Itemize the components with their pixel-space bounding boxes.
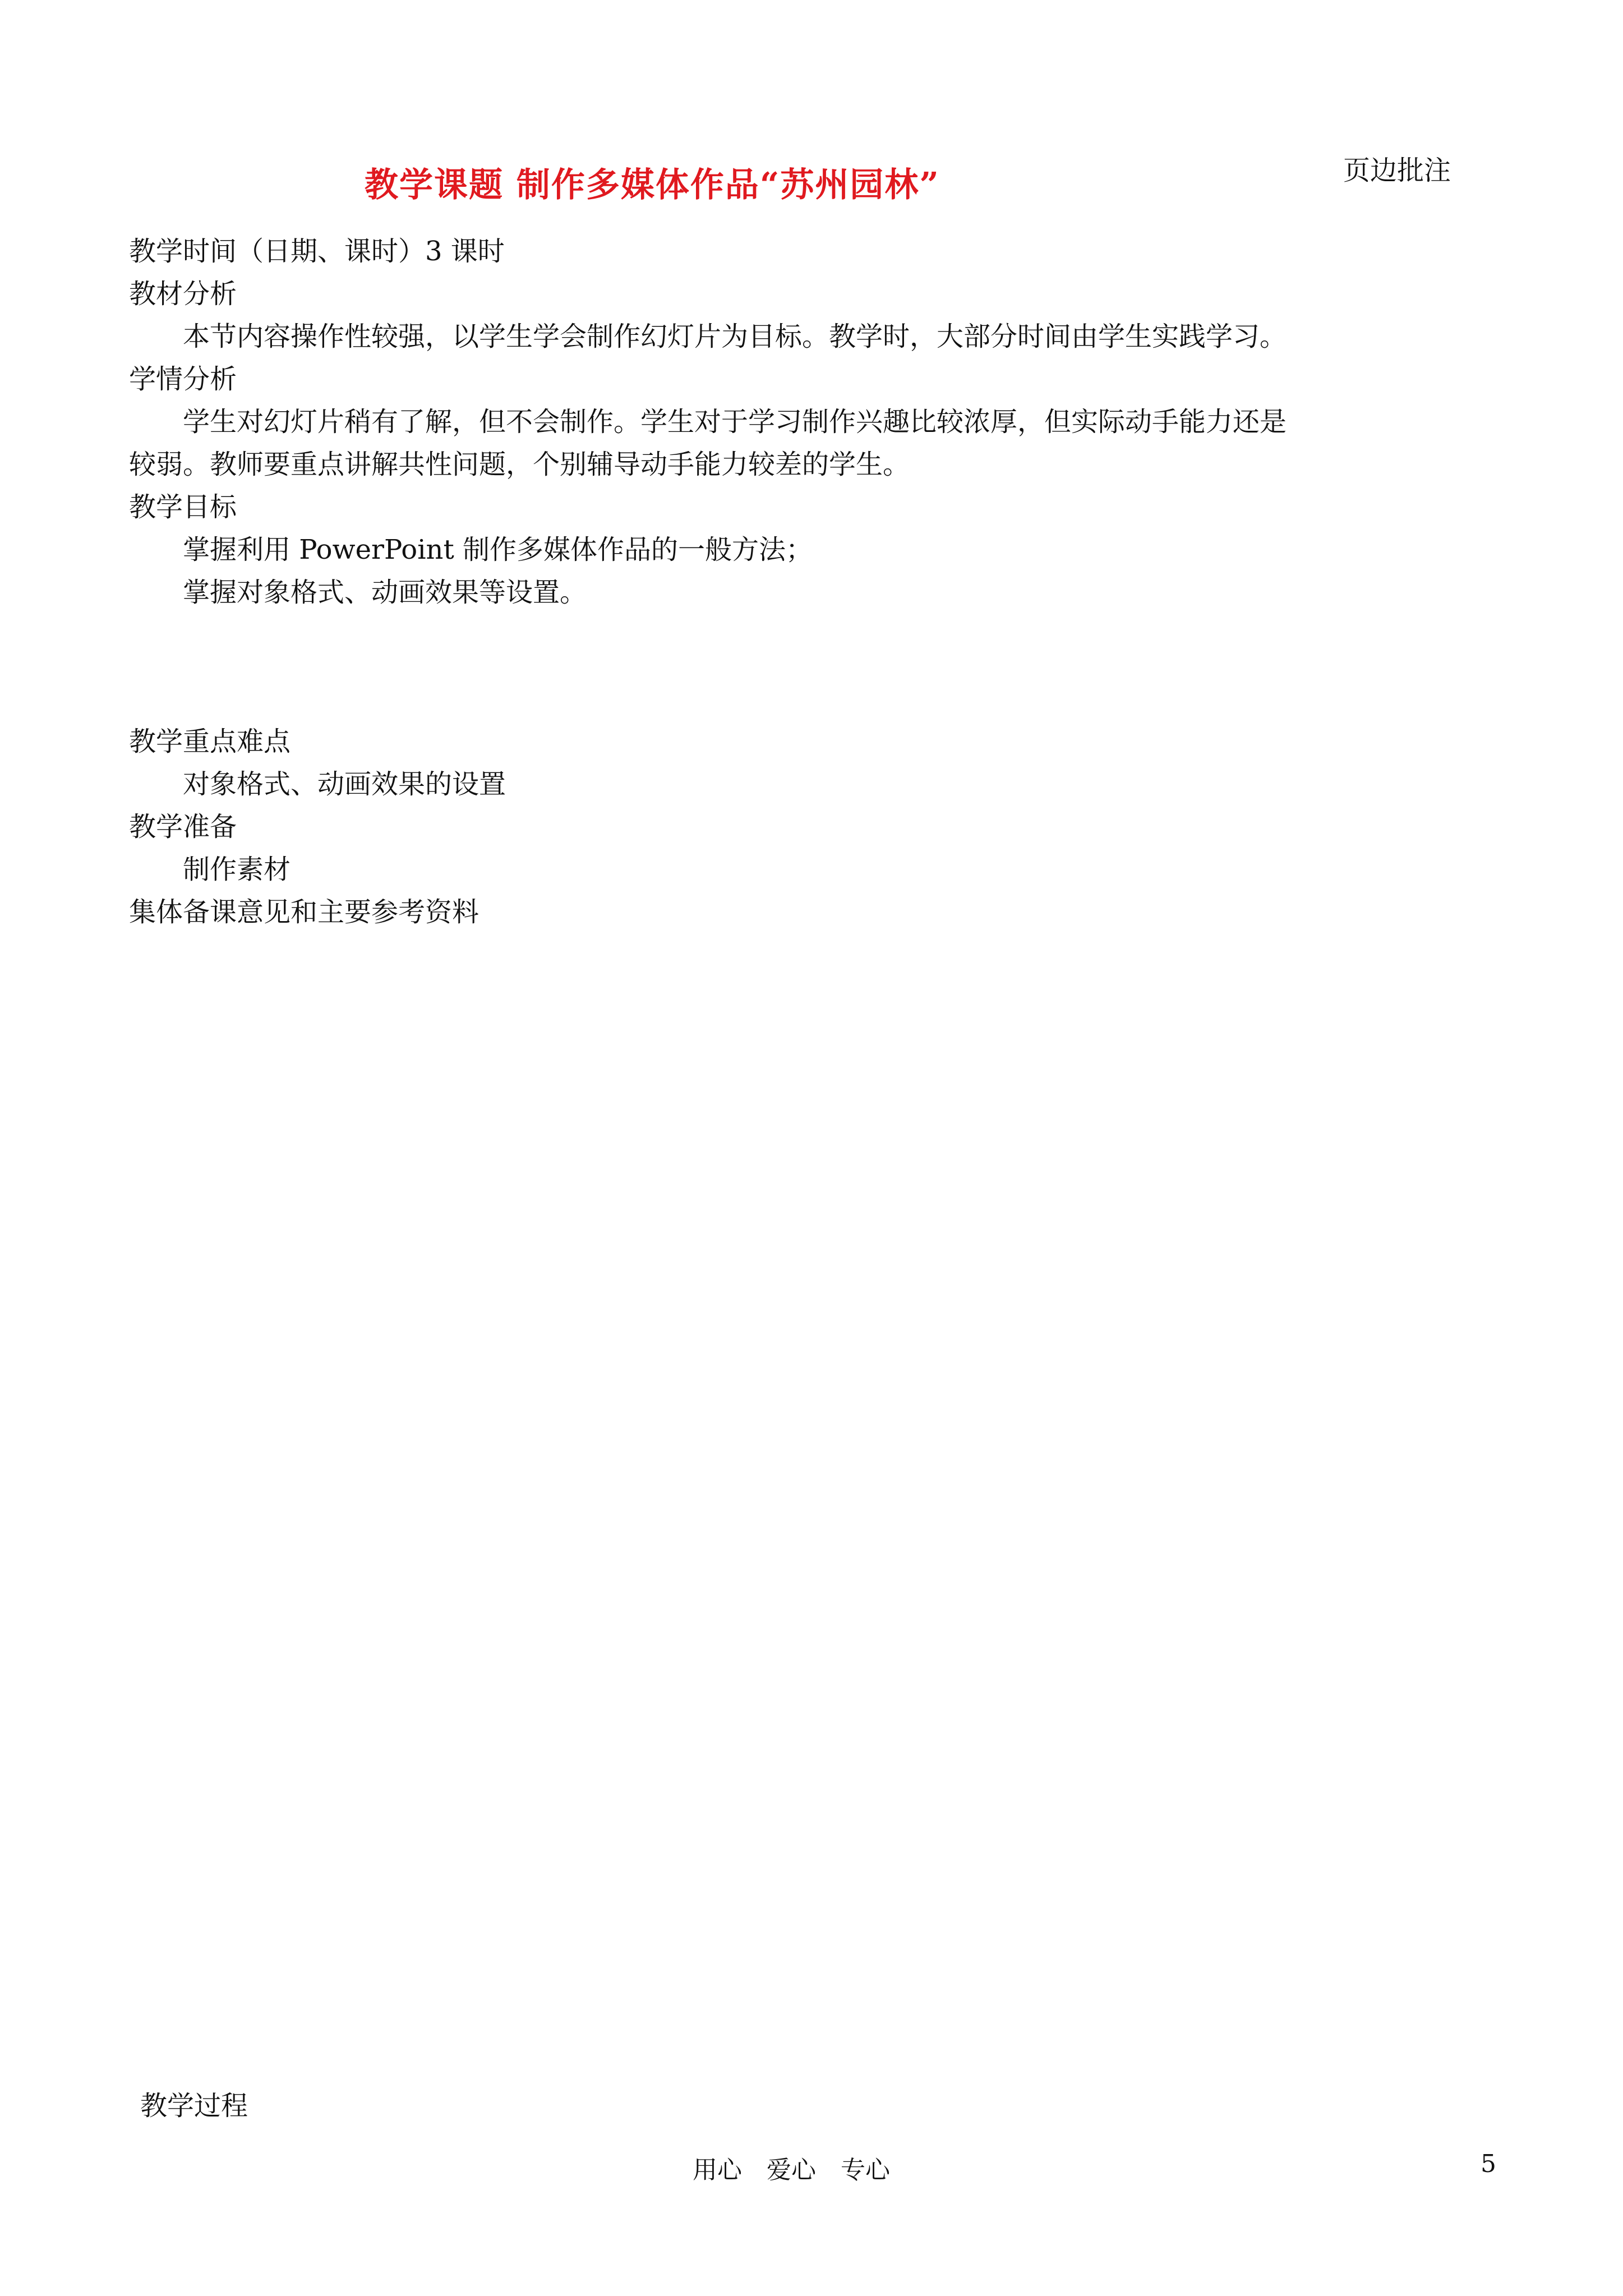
key-points-text: 对象格式、动画效果的设置 — [183, 769, 506, 800]
key-points-heading: 教学重点难点 — [129, 726, 291, 757]
reference-heading: 集体备课意见和主要参考资料 — [129, 896, 479, 928]
preparation-text: 制作素材 — [183, 854, 291, 885]
margin-note-label: 页边批注 — [1343, 155, 1451, 186]
teaching-goals-heading: 教学目标 — [129, 491, 237, 523]
page-title: 教学课题 制作多媒体作品“苏州园林” — [365, 165, 940, 205]
material-analysis-text: 本节内容操作性较强，以学生学会制作幻灯片为目标。教学时，大部分时间由学生实践学习。 — [183, 321, 1287, 352]
material-analysis-heading: 教材分析 — [129, 278, 237, 310]
learner-analysis-text: 学生对幻灯片稍有了解，但不会制作。学生对于学习制作兴趣比较浓厚，但实际动手能力还是较弱。教师要重点讲解共性问题，个别辅导动手能力较差的学生。 — [129, 406, 1287, 480]
teaching-goal-item: 掌握对象格式、动画效果等设置。 — [183, 577, 587, 608]
learner-analysis-heading: 学情分析 — [129, 364, 237, 395]
teaching-time: 教学时间（日期、课时）3 课时 — [129, 236, 505, 267]
lesson-plan-body — [129, 230, 1307, 933]
footer-motto: 用心 爱心 专心 — [693, 2156, 890, 2184]
section-spacer — [129, 614, 1307, 720]
teaching-process-heading: 教学过程 — [140, 2090, 248, 2122]
teaching-goal-item: 掌握利用 PowerPoint 制作多媒体作品的一般方法； — [183, 534, 813, 565]
page-number: 5 — [1481, 2150, 1496, 2178]
preparation-heading: 教学准备 — [129, 811, 237, 843]
